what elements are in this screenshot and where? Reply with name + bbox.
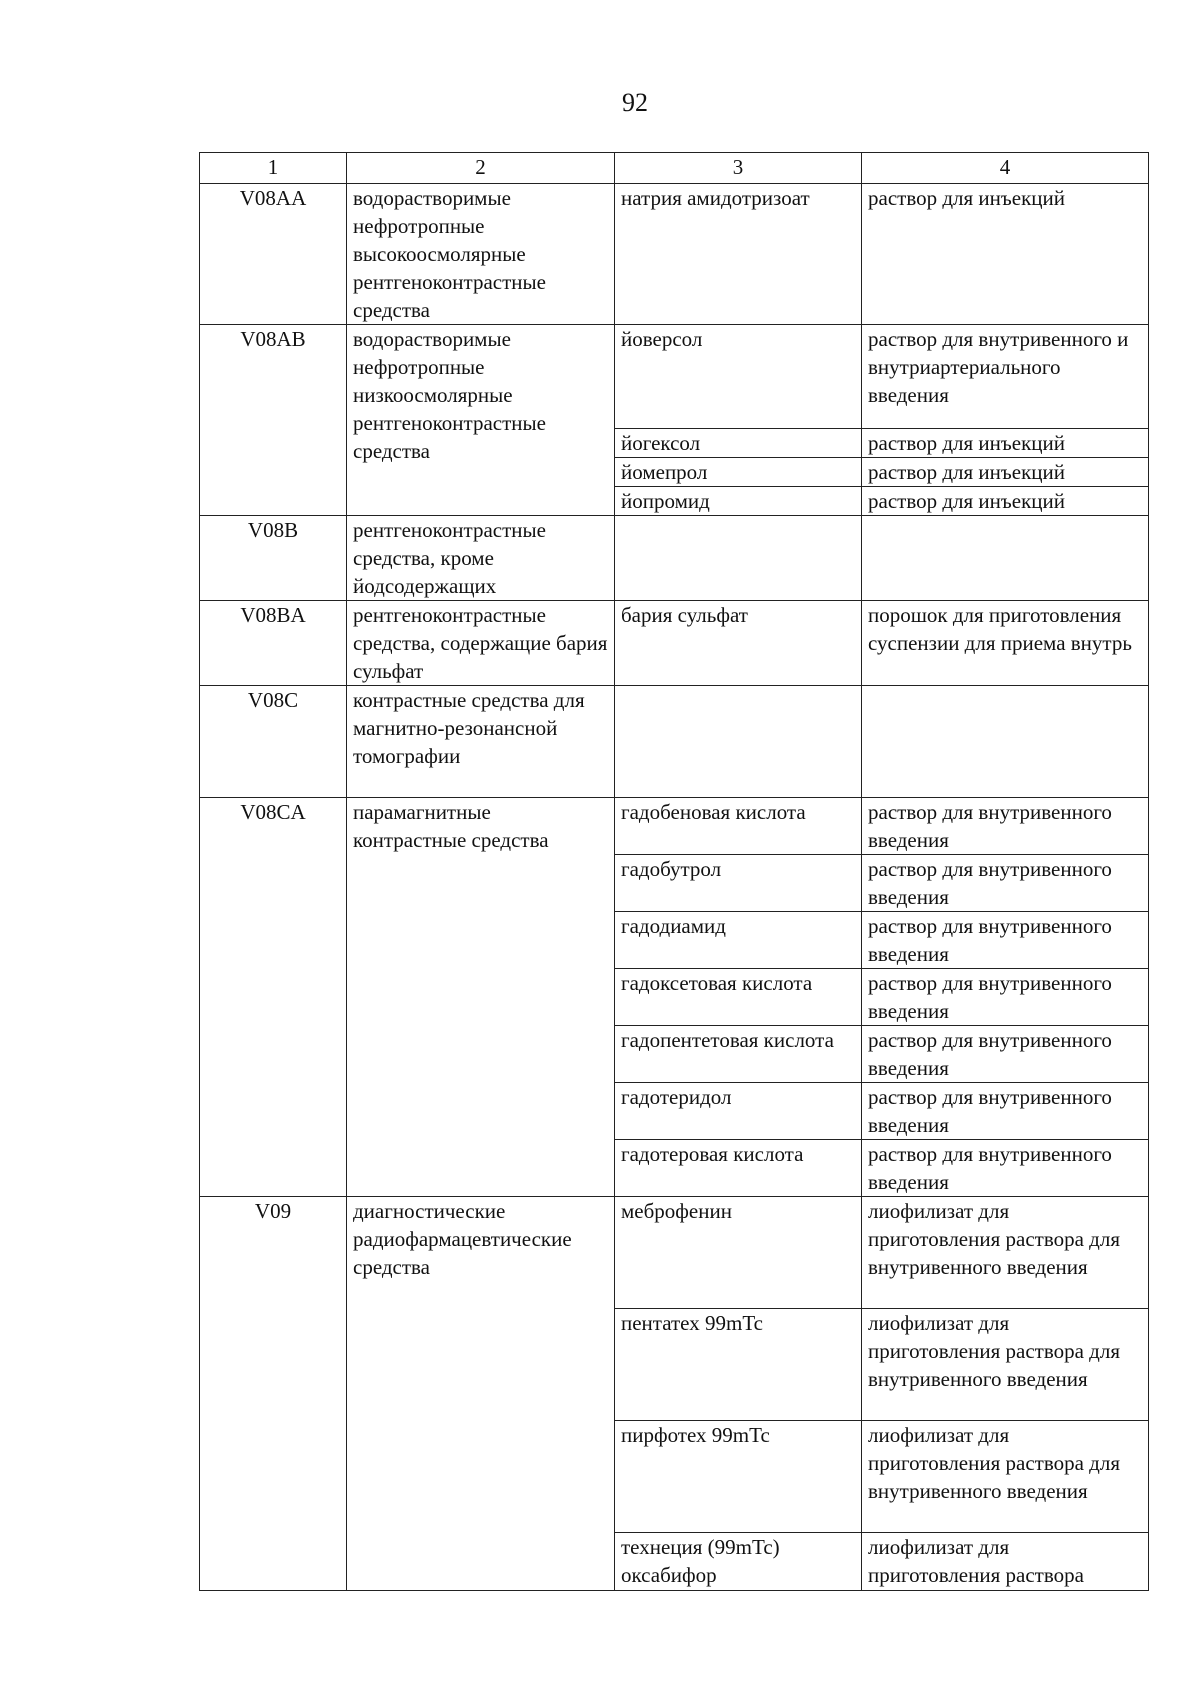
group-name: рентгеноконтрастные средства, содержащие бария сульфат xyxy=(347,601,615,686)
empty-cell xyxy=(615,686,862,798)
drug-name: йогексол xyxy=(615,429,862,458)
header-col-1: 1 xyxy=(200,153,347,184)
group-name: контрастные средства для магнитно-резонансной томографии xyxy=(347,686,615,798)
dosage-form: раствор для внутривенного и внутриартериального введения xyxy=(862,325,1149,429)
atc-code: V09 xyxy=(200,1197,347,1591)
drug-name: технеция (99mTc) оксабифор xyxy=(615,1533,862,1591)
dosage-form: лиофилизат для приготовления раствора для внутривенного введения xyxy=(862,1197,1149,1309)
atc-code: V08BA xyxy=(200,601,347,686)
atc-code: V08B xyxy=(200,516,347,601)
atc-code: V08CA xyxy=(200,798,347,1197)
dosage-form: порошок для приготовления суспензии для приема внутрь xyxy=(862,601,1149,686)
drug-table xyxy=(199,152,1149,1591)
drug-name: йоверсол xyxy=(615,325,862,429)
dosage-form: лиофилизат для приготовления раствора для внутривенного введения xyxy=(862,1309,1149,1421)
drug-name: гадодиамид xyxy=(615,912,862,969)
drug-name: пентатех 99mTc xyxy=(615,1309,862,1421)
table-row xyxy=(200,325,1149,429)
header-col-4: 4 xyxy=(862,153,1149,184)
drug-name: гадопентетовая кислота xyxy=(615,1026,862,1083)
dosage-form: раствор для внутривенного введения xyxy=(862,1026,1149,1083)
drug-name: гадобеновая кислота xyxy=(615,798,862,855)
dosage-form: лиофилизат для приготовления раствора для внутривенного введения xyxy=(862,1421,1149,1533)
dosage-form: раствор для внутривенного введения xyxy=(862,1140,1149,1197)
empty-cell xyxy=(862,686,1149,798)
dosage-form: раствор для внутривенного введения xyxy=(862,798,1149,855)
drug-name: натрия амидотризоат xyxy=(615,184,862,325)
drug-name: йопромид xyxy=(615,487,862,516)
header-col-3: 3 xyxy=(615,153,862,184)
dosage-form: раствор для инъекций xyxy=(862,487,1149,516)
atc-code: V08AB xyxy=(200,325,347,516)
dosage-form: раствор для внутривенного введения xyxy=(862,969,1149,1026)
table-row xyxy=(200,516,1149,601)
drug-name: гадобутрол xyxy=(615,855,862,912)
atc-code: V08C xyxy=(200,686,347,798)
atc-code: V08AA xyxy=(200,184,347,325)
drug-name: гадотеровая кислота xyxy=(615,1140,862,1197)
table-row xyxy=(200,686,1149,798)
group-name: диагностические радиофармацевтические средства xyxy=(347,1197,615,1591)
table-row xyxy=(200,798,1149,855)
drug-name: йомепрол xyxy=(615,458,862,487)
dosage-form: раствор для внутривенного введения xyxy=(862,855,1149,912)
table-row xyxy=(200,184,1149,325)
group-name: парамагнитные контрастные средства xyxy=(347,798,615,1197)
table-row xyxy=(200,1197,1149,1309)
drug-name: гадотеридол xyxy=(615,1083,862,1140)
header-col-2: 2 xyxy=(347,153,615,184)
drug-name: пирфотех 99mTc xyxy=(615,1421,862,1533)
group-name: водорастворимые нефротропные низкоосмолярные рентгеноконтрастные средства xyxy=(347,325,615,516)
drug-name: меброфенин xyxy=(615,1197,862,1309)
dosage-form: раствор для инъекций xyxy=(862,429,1149,458)
page-number: 92 xyxy=(622,88,648,117)
group-name: рентгеноконтрастные средства, кроме йодсодержащих xyxy=(347,516,615,601)
drug-name: бария сульфат xyxy=(615,601,862,686)
dosage-form: лиофилизат для приготовления раствора xyxy=(862,1533,1149,1591)
dosage-form: раствор для внутривенного введения xyxy=(862,1083,1149,1140)
group-name: водорастворимые нефротропные высокоосмолярные рентгеноконтрастные средства xyxy=(347,184,615,325)
dosage-form: раствор для инъекций xyxy=(862,184,1149,325)
dosage-form: раствор для инъекций xyxy=(862,458,1149,487)
empty-cell xyxy=(615,516,862,601)
table-row xyxy=(200,601,1149,686)
dosage-form: раствор для внутривенного введения xyxy=(862,912,1149,969)
empty-cell xyxy=(862,516,1149,601)
header-row xyxy=(200,153,1149,184)
drug-name: гадоксетовая кислота xyxy=(615,969,862,1026)
